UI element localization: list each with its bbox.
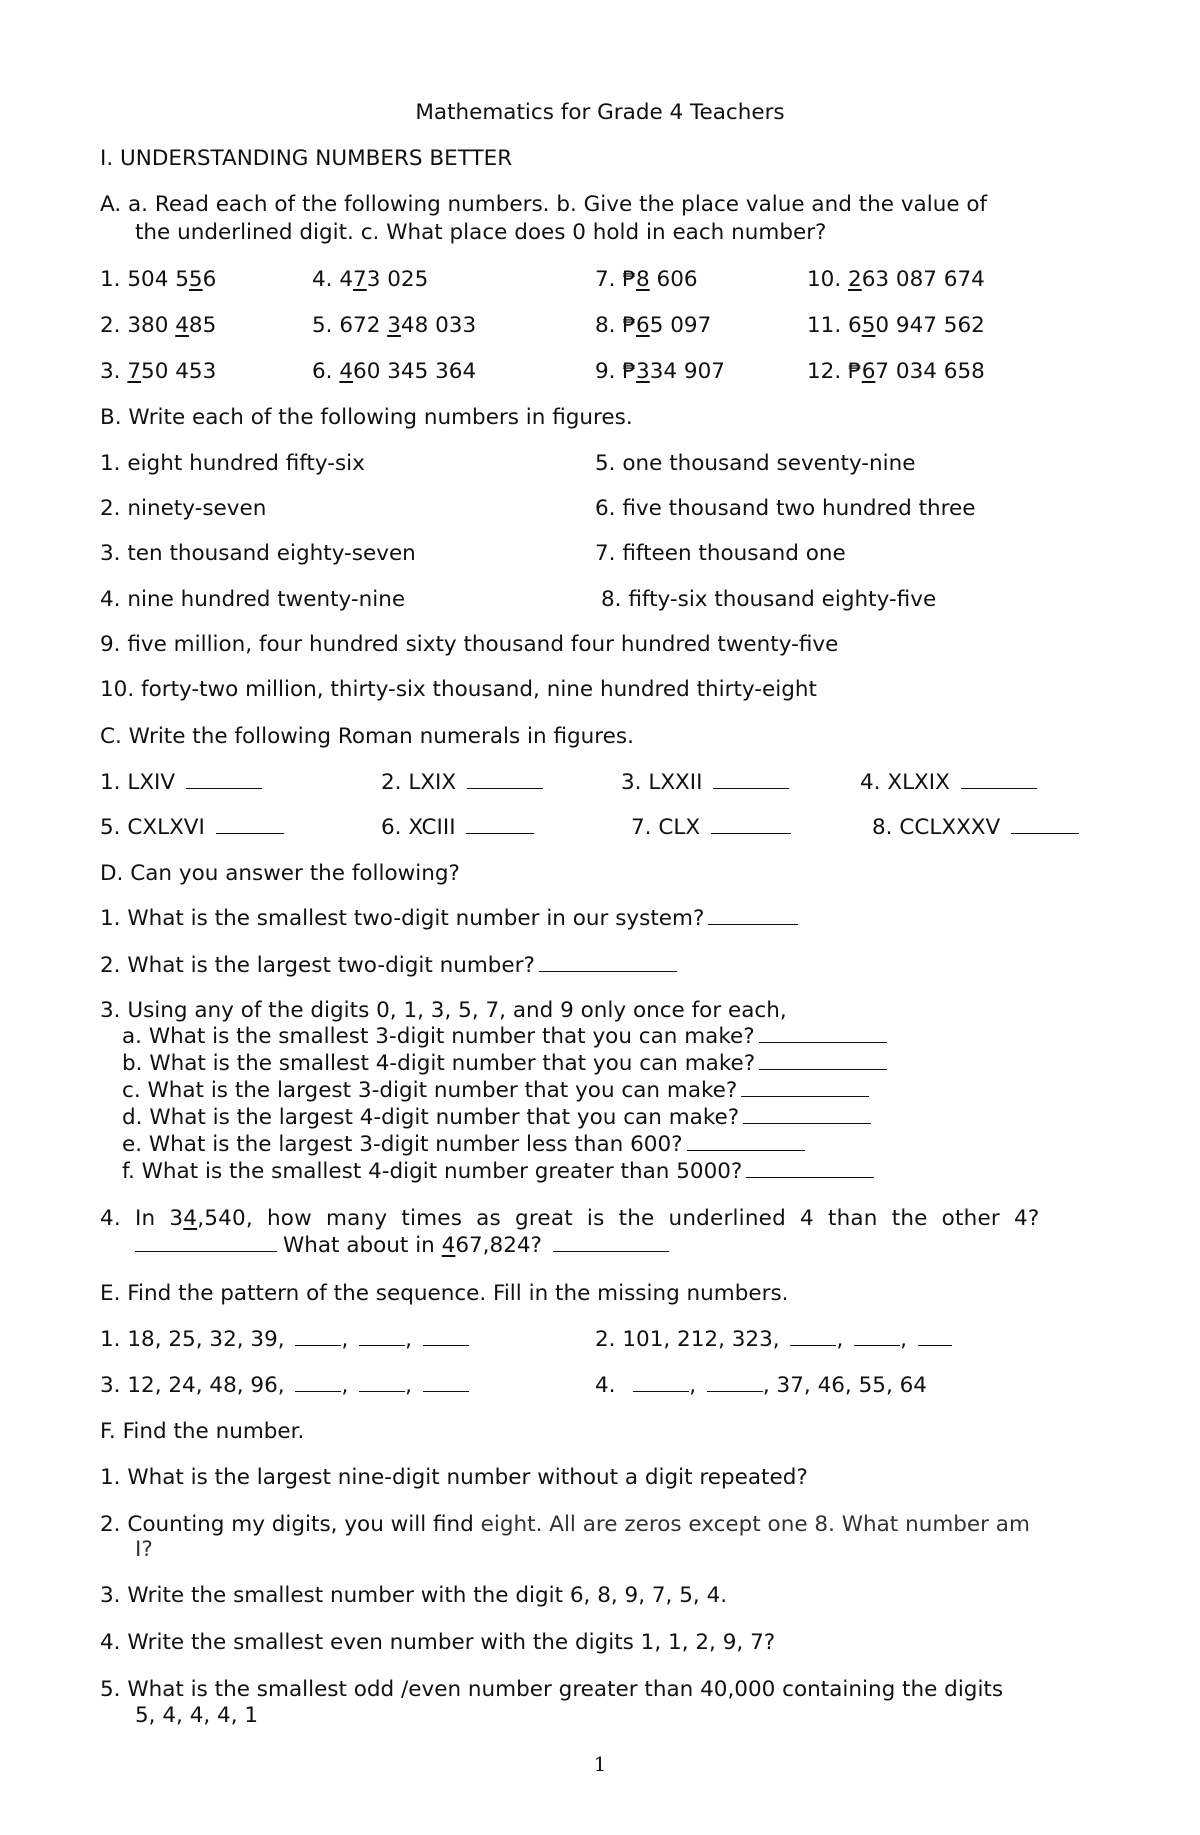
answer-blank[interactable] — [295, 1327, 341, 1346]
section-a-item: 6. 460 345 364 — [312, 359, 477, 384]
section-d-subquestion: a. What is the smallest 3-digit number that you can make? — [122, 1024, 887, 1050]
section-a-item: 4. 473 025 — [312, 267, 429, 292]
answer-blank[interactable] — [713, 770, 789, 789]
answer-blank[interactable] — [423, 1373, 469, 1392]
answer-blank[interactable] — [539, 953, 677, 972]
section-b-item: 1. eight hundred fifty-six — [100, 451, 365, 476]
answer-blank[interactable] — [743, 1105, 871, 1124]
section-f-question: 5. What is the smallest odd /even number greater than 40,000 containing the digits — [100, 1677, 1004, 1702]
section-b-item: 7. fifteen thousand one — [595, 541, 846, 566]
sequence-item: 4. , , 37, 46, 55, 64 — [595, 1373, 927, 1398]
answer-blank[interactable] — [216, 815, 284, 834]
answer-blank[interactable] — [553, 1233, 669, 1252]
section-c-item: 3. LXXII — [621, 770, 789, 796]
section-a-item: 8. ₱65 097 — [595, 313, 712, 338]
section-c-item: 1. LXIV — [100, 770, 262, 796]
page-number: 1 — [593, 1752, 607, 1776]
answer-blank[interactable] — [790, 1327, 836, 1346]
section-d-question: 1. What is the smallest two-digit number in our system? — [100, 906, 798, 932]
section-f-heading: F. Find the number. — [100, 1419, 305, 1444]
section-b-item: 6. five thousand two hundred three — [595, 496, 976, 521]
section-d-subquestion: d. What is the largest 4-digit number that you can make? — [122, 1105, 871, 1131]
section-a-item: 9. ₱334 907 — [595, 359, 725, 384]
section-f-question: 3. Write the smallest number with the digit 6, 8, 9, 7, 5, 4. — [100, 1583, 728, 1608]
section-a-item: 2. 380 485 — [100, 313, 217, 338]
answer-blank[interactable] — [918, 1327, 952, 1346]
page-title: Mathematics for Grade 4 Teachers — [415, 100, 785, 125]
section-a-instruction-line1: A. a. Read each of the following numbers. b. Give the place value and the value of — [100, 192, 988, 217]
section-d-question-continued: What about in 467,824? — [135, 1233, 669, 1259]
answer-blank[interactable] — [746, 1159, 874, 1178]
section-d-subquestion: c. What is the largest 3-digit number that you can make? — [122, 1078, 869, 1104]
section-f-question: 4. Write the smallest even number with the digits 1, 1, 2, 9, 7? — [100, 1630, 776, 1655]
section-c-item: 2. LXIX — [381, 770, 543, 796]
section-d-question: 4. In 34,540, how many times as great is the underlined 4 than the other 4? — [100, 1206, 1040, 1231]
answer-blank[interactable] — [633, 1373, 689, 1392]
answer-blank[interactable] — [711, 815, 791, 834]
section-d-heading: D. Can you answer the following? — [100, 861, 460, 886]
section-a-item: 11. 650 947 562 — [807, 313, 985, 338]
sequence-item: 3. 12, 24, 48, 96, , , — [100, 1373, 469, 1399]
section-a-instruction-line2: the underlined digit. c. What place does 0 hold in each number? — [135, 220, 827, 245]
section-a-item: 12. ₱67 034 658 — [807, 359, 985, 384]
section-c-item: 5. CXLXVI — [100, 815, 284, 841]
section-b-item: 10. forty-two million, thirty-six thousand, nine hundred thirty-eight — [100, 677, 817, 702]
section-f-question-continued: 5, 4, 4, 4, 1 — [135, 1703, 259, 1728]
section-c-item: 7. CLX — [631, 815, 791, 841]
section-d-subquestion: f. What is the smallest 4-digit number greater than 5000? — [122, 1159, 874, 1185]
sequence-item: 2. 101, 212, 323, , , — [595, 1327, 952, 1353]
section-a-item: 7. ₱8 606 — [595, 267, 698, 292]
section-e-heading: E. Find the pattern of the sequence. Fill in the missing numbers. — [100, 1281, 789, 1306]
section-a-item: 1. 504 556 — [100, 267, 217, 292]
answer-blank[interactable] — [759, 1024, 887, 1043]
answer-blank[interactable] — [467, 770, 543, 789]
section-d-question: 3. Using any of the digits 0, 1, 3, 5, 7, and 9 only once for each, — [100, 998, 787, 1023]
answer-blank[interactable] — [854, 1327, 900, 1346]
answer-blank[interactable] — [759, 1051, 887, 1070]
answer-blank[interactable] — [708, 906, 798, 925]
section-d-subquestion: b. What is the smallest 4-digit number that you can make? — [122, 1051, 887, 1077]
answer-blank[interactable] — [295, 1373, 341, 1392]
section-b-item: 3. ten thousand eighty-seven — [100, 541, 416, 566]
section-f-question-continued: I? — [135, 1537, 153, 1562]
answer-blank[interactable] — [466, 815, 534, 834]
section-b-item: 5. one thousand seventy-nine — [595, 451, 916, 476]
section-b-heading: B. Write each of the following numbers in figures. — [100, 405, 633, 430]
answer-blank[interactable] — [359, 1373, 405, 1392]
answer-blank[interactable] — [186, 770, 262, 789]
answer-blank[interactable] — [687, 1132, 805, 1151]
section-b-item: 4. nine hundred twenty-nine — [100, 587, 406, 612]
answer-blank[interactable] — [741, 1078, 869, 1097]
answer-blank[interactable] — [423, 1327, 469, 1346]
answer-blank[interactable] — [707, 1373, 763, 1392]
section-f-question: 2. Counting my digits, you will find eight. All are zeros except one 8. What number am — [100, 1512, 1030, 1537]
answer-blank[interactable] — [1011, 815, 1079, 834]
answer-blank[interactable] — [961, 770, 1037, 789]
section-b-item: 9. five million, four hundred sixty thousand four hundred twenty-five — [100, 632, 839, 657]
section-heading: I. UNDERSTANDING NUMBERS BETTER — [100, 146, 513, 171]
answer-blank[interactable] — [135, 1233, 277, 1252]
section-d-subquestion: e. What is the largest 3-digit number less than 600? — [122, 1132, 805, 1158]
section-c-heading: C. Write the following Roman numerals in figures. — [100, 724, 634, 749]
section-d-question: 2. What is the largest two-digit number? — [100, 953, 677, 979]
section-a-item: 10. 263 087 674 — [807, 267, 985, 292]
section-b-item: 2. ninety-seven — [100, 496, 267, 521]
section-a-item: 5. 672 348 033 — [312, 313, 477, 338]
section-c-item: 8. CCLXXXV — [872, 815, 1079, 841]
section-f-question: 1. What is the largest nine-digit number without a digit repeated? — [100, 1465, 808, 1490]
answer-blank[interactable] — [359, 1327, 405, 1346]
section-c-item: 6. XCIII — [381, 815, 534, 841]
section-c-item: 4. XLXIX — [860, 770, 1037, 796]
sequence-item: 1. 18, 25, 32, 39, , , — [100, 1327, 469, 1353]
section-b-item: 8. fifty-six thousand eighty-five — [601, 587, 937, 612]
section-a-item: 3. 750 453 — [100, 359, 217, 384]
